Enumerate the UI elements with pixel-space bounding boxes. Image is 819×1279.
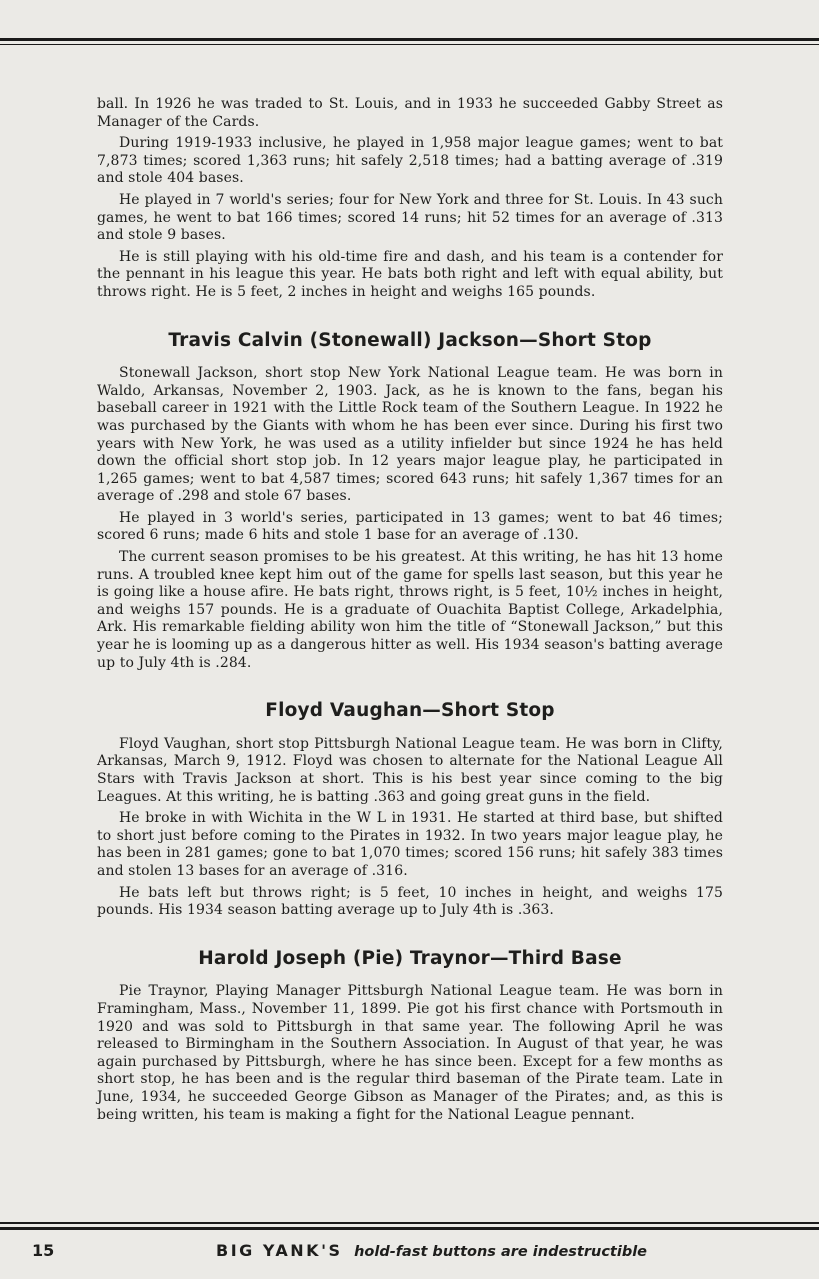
footer-brand: BIG YANK'S (216, 1241, 343, 1260)
jackson-paragraph: The current season promises to be his greatest. At this writing, he has hit 13 home runs. A troubled knee kept him out of the game for spells last season, but this year he is going like a house afire. He bats right, throws right, is 5 feet, 10½ inches in height, and weighs 157 pounds. He is a graduate of Ouachita Baptist College, Arkadelphia, Ark. His remarkable fielding ability won him the title of “Stonewall Jackson,” but this year he is looming up as a dangerous hitter as well. His 1934 season's batting average up to July 4th is .284. (97, 549, 723, 671)
vaughan-paragraph: He broke in with Wichita in the W L in 1931. He started at third base, but shifted to short just before coming to the Pirates in 1932. In two years major league play, he has been in 281 games; gone to bat 1,070 times; scored 156 runs; hit safely 383 times and stolen 13 bases for an average of .316. (97, 810, 723, 879)
section-heading-vaughan: Floyd Vaughan—Short Stop (265, 700, 555, 722)
footer-tagline (216, 1241, 647, 1260)
section-heading-traynor: Harold Joseph (Pie) Traynor—Third Base (198, 947, 622, 969)
intro-paragraph: He played in 7 world's series; four for New York and three for St. Louis. In 43 such games, he went to bat 166 times; scored 14 runs; hit 52 times for an average of .313 and stole 9 bases. (97, 191, 723, 244)
top-double-rule (0, 38, 819, 47)
vaughan-paragraph: He bats left but throws right; is 5 feet, 10 inches in height, and weighs 175 pounds. His 1934 season batting average up to July 4th is .363. (97, 884, 723, 919)
intro-paragraph: During 1919-1933 inclusive, he played in 1,958 major league games; went to bat 7,873 times; scored 1,363 runs; hit safely 2,518 times; had a batting average of .319 and stole 404 bases. (97, 135, 723, 187)
page-footer (32, 1241, 792, 1261)
bottom-rule-thin (0, 1222, 819, 1224)
article-body (97, 96, 723, 1128)
vaughan-paragraph: Floyd Vaughan, short stop Pittsburgh National League team. He was born in Clifty, Arkansas, March 9, 1912. Floyd was chosen to alternate for the National League All Stars with Travis Jackson at short. This is his best year since coming to the big Leagues. At this writing, he is batting .363 and going great guns in the field. (97, 735, 723, 805)
section-heading-jackson: Travis Calvin (Stonewall) Jackson—Short Stop (168, 329, 652, 351)
page-number: 15 (32, 1241, 55, 1260)
traynor-paragraph: Pie Traynor, Playing Manager Pittsburgh National League team. He was born in Framingham, Mass., November 11, 1899. Pie got his first chance with Portsmouth in 1920 and was sold to Pittsburgh in that same year. The following April he was released to Birmingham in the Southern Association. In August of that year, he was again purchased by Pittsburgh, where he has since been. Except for a few months as short stop, he has been and is the regular third baseman of the Pirate team. Late in June, 1934, he succeeded George Gibson as Manager of the Pirates; and, as this is being written, his team is making a fight for the National League pennant. (97, 983, 723, 1123)
footer-slogan: hold-fast buttons are indestructible (354, 1244, 648, 1260)
top-rule-thick (0, 38, 819, 41)
intro-paragraph: ball. In 1926 he was traded to St. Louis, and in 1933 he succeeded Gabby Street as Manager of the Cards. (97, 96, 723, 130)
bottom-rule-thick (0, 1227, 819, 1230)
intro-paragraph: He is still playing with his old-time fire and dash, and his team is a contender for the pennant in his league this year. He bats both right and left with equal ability, but throws right. He is 5 feet, 2 inches in height and weighs 165 pounds. (97, 248, 723, 300)
top-rule-thin (0, 44, 819, 45)
jackson-paragraph: He played in 3 world's series, participated in 13 games; went to bat 46 times; scored 6 runs; made 6 hits and stole 1 base for an average of .130. (97, 509, 723, 544)
bottom-double-rule (0, 1222, 819, 1232)
jackson-paragraph: Stonewall Jackson, short stop New York National League team. He was born in Waldo, Arkansas, November 2, 1903. Jack, as he is known to the fans, began his baseball career in 1921 with the Little Rock team of the Southern League. In 1922 he was purchased by the Giants with whom he has been ever since. During his first two years with New York, he was used as a utility infielder but since 1924 he has held down the official short stop job. In 12 years major league play, he participated in 1,265 games; went to bat 4,587 times; scored 643 runs; hit safely 1,367 times for an average of .298 and stole 67 bases. (97, 365, 723, 505)
